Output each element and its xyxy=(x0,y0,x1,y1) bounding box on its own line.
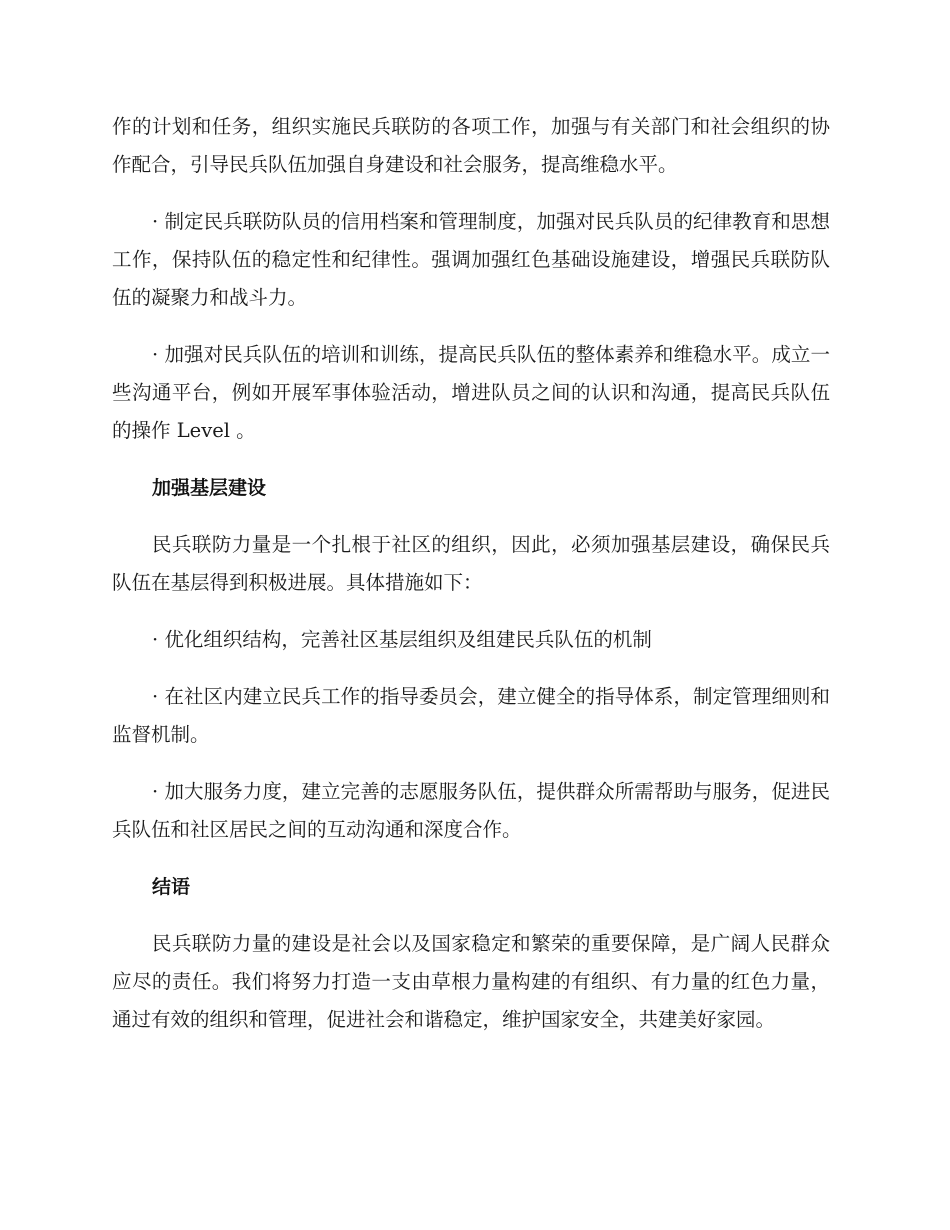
bullet-guidance-committee: · 在社区内建立民兵工作的指导委员会，建立健全的指导体系，制定管理细则和监督机制。 xyxy=(112,685,830,746)
paragraph-intro: 作的计划和任务，组织实施民兵联防的各项工作，加强与有关部门和社会组织的协作配合，引导民兵队伍加强自身建设和社会服务，提高维稳水平。 xyxy=(112,115,830,176)
section-heading-grassroots: 加强基层建设 xyxy=(152,477,267,499)
paragraph-conclusion: 民兵联防力量的建设是社会以及国家稳定和繁荣的重要保障，是广阔人民群众应尽的责任。我们将努力打造一支由草根力量构建的有组织、有力量的红色力量，通过有效的组织和管理，促进社会和谐稳定，维护国家安全，共建美好家园。 xyxy=(112,932,830,1031)
bullet-optimize-structure: · 优化组织结构，完善社区基层组织及组建民兵队伍的机制 xyxy=(152,628,652,651)
bullet-training: · 加强对民兵队伍的培训和训练，提高民兵队伍的整体素养和维稳水平。成立一些沟通平台，例如开展军事体验活动，增进队员之间的认识和沟通，提高民兵队伍的操作 Level 。 xyxy=(112,343,830,442)
paragraph-grassroots: 民兵联防力量是一个扎根于社区的组织，因此，必须加强基层建设，确保民兵队伍在基层得到积极进展。具体措施如下： xyxy=(112,533,830,594)
bullet-volunteer-service: · 加大服务力度，建立完善的志愿服务队伍，提供群众所需帮助与服务，促进民兵队伍和社区居民之间的互动沟通和深度合作。 xyxy=(112,780,830,841)
bullet-credit-records: · 制定民兵联防队员的信用档案和管理制度，加强对民兵队员的纪律教育和思想工作，保持队伍的稳定性和纪律性。强调加强红色基础设施建设，增强民兵联防队伍的凝聚力和战斗力。 xyxy=(112,210,830,309)
document-body xyxy=(112,108,830,1058)
section-heading-conclusion: 结语 xyxy=(152,876,191,898)
